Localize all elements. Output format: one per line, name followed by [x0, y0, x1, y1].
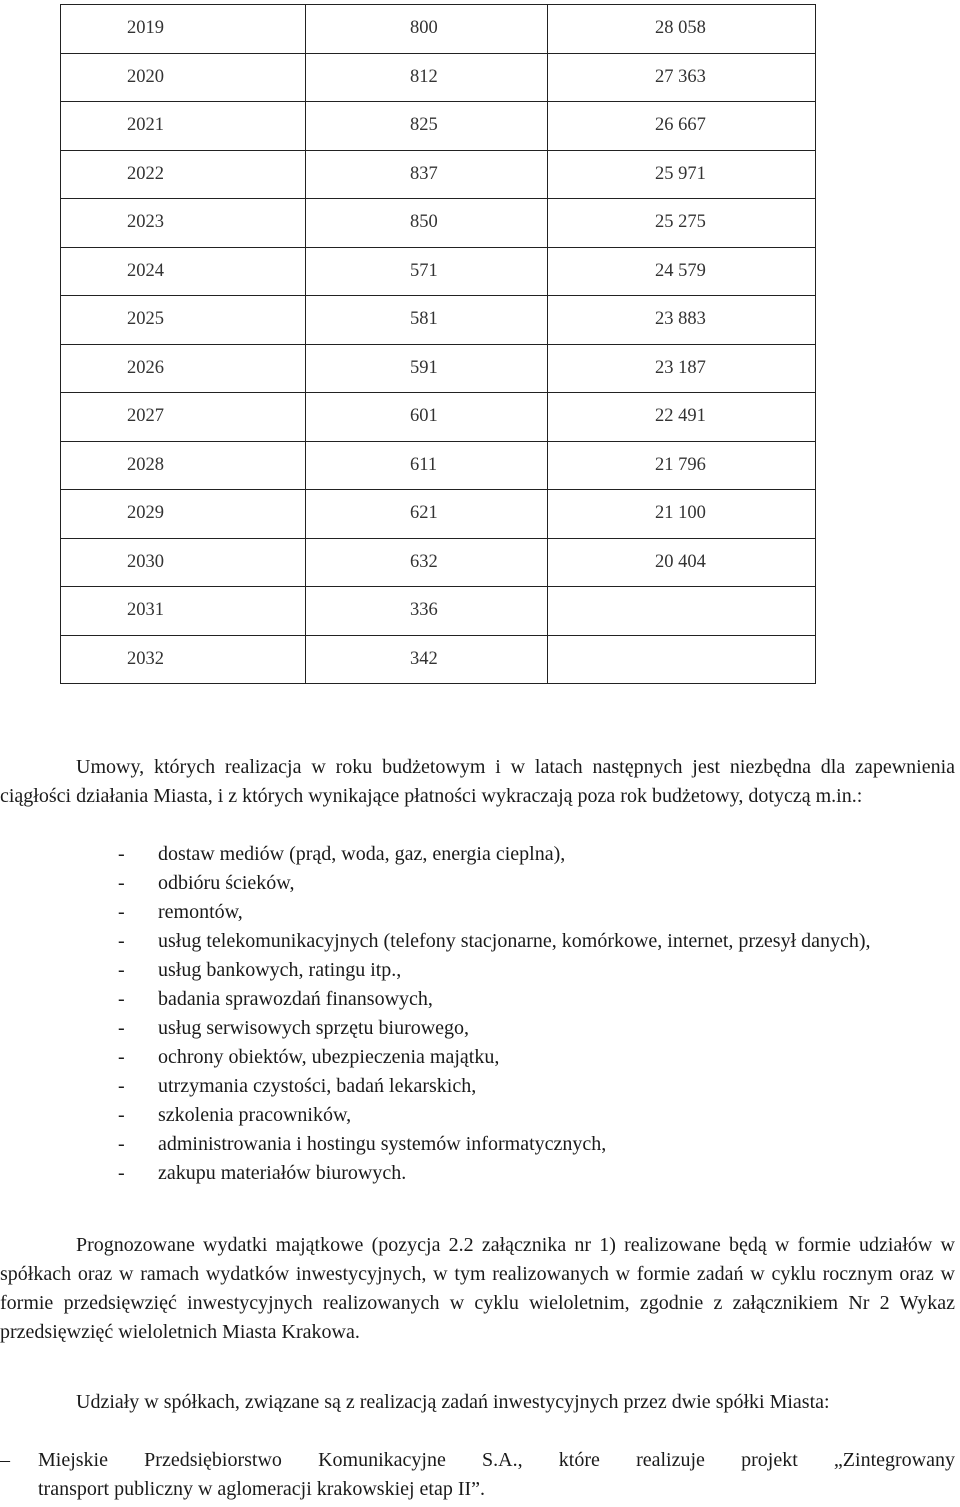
list-item-text: utrzymania czystości, badań lekarskich,	[158, 1075, 477, 1097]
year-cell: 2030	[61, 538, 306, 587]
amount-cell: 24 579	[548, 247, 816, 296]
amount-cell: 28 058	[548, 5, 816, 54]
list-item	[118, 1159, 958, 1188]
year-cell: 2025	[61, 296, 306, 345]
year-cell: 2019	[61, 5, 306, 54]
year-cell: 2027	[61, 393, 306, 442]
list-item	[118, 1101, 958, 1130]
table-row	[61, 53, 816, 102]
list-item	[118, 840, 958, 869]
table-row	[61, 538, 816, 587]
amount-cell: 20 404	[548, 538, 816, 587]
list-item-text: badania sprawozdań finansowych,	[158, 988, 433, 1010]
data-table	[60, 4, 816, 684]
list-item	[118, 1072, 958, 1101]
table-row	[61, 635, 816, 684]
list-dash: -	[118, 901, 125, 923]
list-item-text: remontów,	[158, 901, 243, 923]
year-cell: 2024	[61, 247, 306, 296]
list-item-text: zakupu materiałów biurowych.	[158, 1162, 407, 1184]
value-cell: 571	[306, 247, 548, 296]
list-dash: -	[118, 1162, 125, 1184]
value-cell: 837	[306, 150, 548, 199]
list-item-text: usług telekomunikacyjnych (telefony stacjonarne, komórkowe, internet, przesył danych),	[158, 930, 871, 952]
amount-cell: 25 971	[548, 150, 816, 199]
list-item	[118, 927, 958, 956]
table-row	[61, 199, 816, 248]
table-row	[61, 393, 816, 442]
value-cell: 581	[306, 296, 548, 345]
year-cell: 2032	[61, 635, 306, 684]
amount-cell: 23 187	[548, 344, 816, 393]
list-item	[118, 1014, 958, 1043]
amount-cell: 21 100	[548, 490, 816, 539]
amount-cell	[548, 587, 816, 636]
list-dash: -	[118, 959, 125, 981]
list-dash: -	[118, 1133, 125, 1155]
list-dash: –	[0, 1449, 10, 1471]
table-row	[61, 247, 816, 296]
list-item-text: administrowania i hostingu systemów informatycznych,	[158, 1133, 607, 1155]
amount-cell: 26 667	[548, 102, 816, 151]
list-dash: -	[118, 1046, 125, 1068]
contract-list	[118, 840, 958, 1188]
year-cell: 2022	[61, 150, 306, 199]
list-item-text: dostaw mediów (prąd, woda, gaz, energia cieplna),	[158, 843, 566, 865]
value-cell: 611	[306, 441, 548, 490]
amount-cell: 27 363	[548, 53, 816, 102]
table-row	[61, 296, 816, 345]
list-dash: -	[118, 1017, 125, 1039]
company-line-2: transport publiczny w aglomeracji krakowskiej etap II”.	[38, 1478, 486, 1500]
table-row	[61, 490, 816, 539]
list-item	[118, 1130, 958, 1159]
table-row	[61, 441, 816, 490]
value-cell: 336	[306, 587, 548, 636]
list-item	[118, 956, 958, 985]
company-line-1: Miejskie Przedsiębiorstwo Komunikacyjne S.A., które realizuje projekt „Zintegrowany	[38, 1449, 955, 1471]
list-item-text: usług serwisowych sprzętu biurowego,	[158, 1017, 470, 1039]
value-cell: 812	[306, 53, 548, 102]
year-cell: 2020	[61, 53, 306, 102]
list-item-text: usług bankowych, ratingu itp.,	[158, 959, 402, 981]
list-item	[118, 985, 958, 1014]
company-list-item	[0, 1446, 955, 1504]
table-row	[61, 587, 816, 636]
list-dash: -	[118, 988, 125, 1010]
list-item-text: ochrony obiektów, ubezpieczenia majątku,	[158, 1046, 500, 1068]
amount-cell	[548, 635, 816, 684]
list-item-text: szkolenia pracowników,	[158, 1104, 352, 1126]
year-cell: 2026	[61, 344, 306, 393]
list-item	[118, 1043, 958, 1072]
table-row	[61, 150, 816, 199]
list-item	[118, 898, 958, 927]
list-item	[118, 869, 958, 898]
paragraph-shares: Udziały w spółkach, związane są z realizacją zadań inwestycyjnych przez dwie spółki Miasta:	[76, 1391, 830, 1413]
list-dash: -	[118, 930, 125, 952]
table-row	[61, 5, 816, 54]
list-dash: -	[118, 872, 125, 894]
amount-cell: 21 796	[548, 441, 816, 490]
table-row	[61, 344, 816, 393]
list-dash: -	[118, 843, 125, 865]
year-cell: 2029	[61, 490, 306, 539]
table-body	[61, 5, 816, 684]
value-cell: 591	[306, 344, 548, 393]
year-cell: 2021	[61, 102, 306, 151]
value-cell: 342	[306, 635, 548, 684]
list-dash: -	[118, 1075, 125, 1097]
value-cell: 601	[306, 393, 548, 442]
value-cell: 621	[306, 490, 548, 539]
value-cell: 800	[306, 5, 548, 54]
amount-cell: 23 883	[548, 296, 816, 345]
year-cell: 2028	[61, 441, 306, 490]
paragraph-capital-expenditure: Prognozowane wydatki majątkowe (pozycja 2.2 załącznika nr 1) realizowane będą w formie udziałów w spółkach oraz w ramach wydatków inwestycyjnych, w tym realizowanych w formie zadań w cyklu rocznym oraz w formie przedsięwzięć inwestycyjnych realizowanych w cyklu wieloletnim, zgodnie z załącznikiem Nr 2 Wykaz przedsięwzięć wieloletnich Miasta Krakowa.	[0, 1234, 955, 1343]
value-cell: 632	[306, 538, 548, 587]
year-cell: 2031	[61, 587, 306, 636]
table-row	[61, 102, 816, 151]
list-item-text: odbióru ścieków,	[158, 872, 295, 894]
value-cell: 825	[306, 102, 548, 151]
list-dash: -	[118, 1104, 125, 1126]
value-cell: 850	[306, 199, 548, 248]
paragraph-contracts: Umowy, których realizacja w roku budżetowym i w latach następnych jest niezbędna dla zapewnienia ciągłości działania Miasta, i z których wynikające płatności wykraczają poza rok budżetowy, dotyczą m.in.:	[0, 756, 955, 807]
year-cell: 2023	[61, 199, 306, 248]
amount-cell: 25 275	[548, 199, 816, 248]
amount-cell: 22 491	[548, 393, 816, 442]
